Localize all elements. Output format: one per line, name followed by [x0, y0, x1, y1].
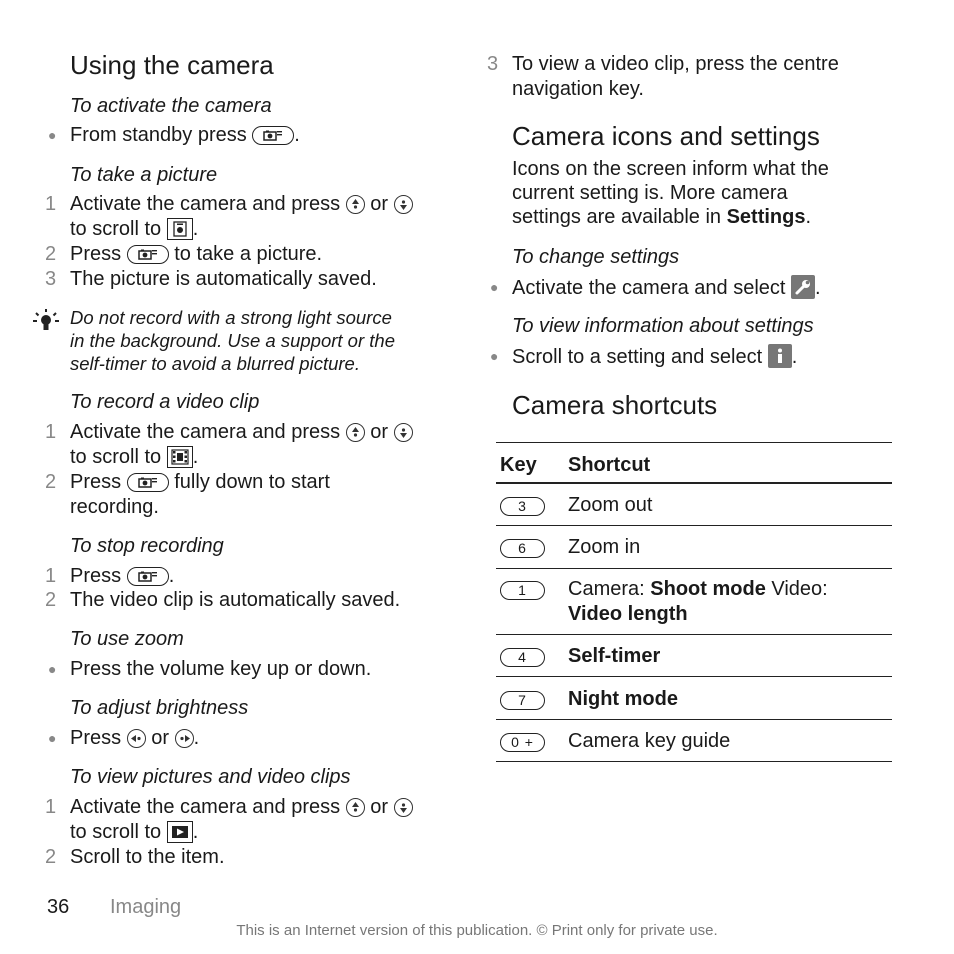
tip-lightbulb-icon	[32, 308, 62, 343]
bullet: ●	[48, 730, 57, 746]
nav-down-icon	[394, 423, 413, 442]
play-mode-icon	[167, 821, 193, 843]
nav-left-icon	[127, 729, 146, 748]
camera-key-icon	[127, 567, 169, 586]
stop-step-1: Press .	[70, 565, 175, 587]
subheading-stop-recording: To stop recording	[70, 535, 224, 557]
record-step-1b: to scroll to .	[70, 446, 199, 468]
key-3-icon: 3	[500, 497, 545, 516]
subheading-record-video: To record a video clip	[70, 391, 260, 413]
camera-mode-icon	[167, 218, 193, 240]
wrench-icon	[791, 275, 815, 299]
section-heading-using-camera: Using the camera	[70, 50, 274, 80]
section-heading-camera-shortcuts: Camera shortcuts	[512, 390, 718, 420]
activate-step: From standby press .	[70, 124, 300, 146]
record-step-1a: Activate the camera and press or	[70, 420, 413, 445]
table-top-rule	[496, 442, 892, 443]
subheading-view-information: To view information about settings	[512, 315, 814, 337]
tip-line-2: in the background. Use a support or the	[70, 330, 395, 351]
camera-key-icon	[127, 245, 169, 264]
table-row-rule	[496, 676, 892, 677]
section-heading-camera-icons: Camera icons and settings	[512, 121, 820, 151]
bullet: ●	[48, 661, 57, 677]
nav-up-icon	[346, 423, 365, 442]
step-number: 2	[45, 243, 57, 265]
step-number: 1	[45, 421, 57, 443]
tip-line-1: Do not record with a strong light source	[70, 307, 392, 328]
subheading-adjust-brightness: To adjust brightness	[70, 697, 249, 719]
table-header-key: Key	[500, 454, 537, 476]
take-step-3: The picture is automatically saved.	[70, 268, 377, 290]
nav-down-icon	[394, 798, 413, 817]
nav-right-icon	[175, 729, 194, 748]
internet-version-note: This is an Internet version of this publication. © Print only for private use.	[236, 922, 718, 939]
brightness-step: Press or .	[70, 727, 200, 749]
step-number: 1	[45, 565, 57, 587]
table-row: Night mode	[568, 688, 678, 710]
take-step-2: Press to take a picture.	[70, 243, 323, 265]
table-row-rule	[496, 634, 892, 635]
info-icon	[768, 344, 792, 368]
icons-paragraph-line-3: settings are available in Settings.	[512, 206, 812, 228]
record-step-2b: recording.	[70, 496, 159, 518]
subheading-take-picture: To take a picture	[70, 164, 218, 186]
table-row: Zoom in	[568, 536, 641, 558]
table-row: Camera key guide	[568, 730, 731, 752]
subheading-use-zoom: To use zoom	[70, 628, 184, 650]
take-step-1a: Activate the camera and press or	[70, 192, 413, 217]
key-1-icon: 1	[500, 581, 545, 600]
view-step-2: Scroll to the item.	[70, 846, 225, 868]
nav-up-icon	[346, 195, 365, 214]
icons-paragraph-line-2: current setting is. More camera	[512, 182, 788, 204]
video-mode-icon	[167, 446, 193, 468]
view-step-3-line-2: navigation key.	[512, 78, 644, 100]
view-step-1a: Activate the camera and press or	[70, 795, 413, 820]
table-header-rule	[496, 482, 892, 484]
zoom-step: Press the volume key up or down.	[70, 658, 372, 680]
bullet: ●	[490, 348, 499, 364]
table-row-rule	[496, 525, 892, 526]
section-name: Imaging	[110, 896, 182, 918]
step-number: 3	[487, 53, 499, 75]
view-step-1b: to scroll to .	[70, 821, 199, 843]
step-number: 1	[45, 796, 57, 818]
record-step-2a: Press fully down to start	[70, 471, 330, 493]
change-settings-step: Activate the camera and select .	[512, 277, 821, 299]
subheading-change-settings: To change settings	[512, 246, 680, 268]
camera-key-icon	[127, 473, 169, 492]
step-number: 2	[45, 471, 57, 493]
key-4-icon: 4	[500, 648, 545, 667]
subheading-view-pictures: To view pictures and video clips	[70, 766, 351, 788]
step-number: 1	[45, 193, 57, 215]
view-step-3-line-1: To view a video clip, press the centre	[512, 53, 839, 75]
stop-step-2: The video clip is automatically saved.	[70, 589, 401, 611]
table-row: Zoom out	[568, 494, 653, 516]
view-info-step: Scroll to a setting and select .	[512, 346, 798, 368]
key-0-plus-icon: 0 +	[500, 733, 545, 752]
step-number: 2	[45, 589, 57, 611]
step-number: 3	[45, 268, 57, 290]
nav-up-icon	[346, 798, 365, 817]
page-number: 36	[47, 896, 70, 918]
table-bottom-rule	[496, 761, 892, 762]
step-number: 2	[45, 846, 57, 868]
key-6-icon: 6	[500, 539, 545, 558]
table-row: Self-timer	[568, 645, 661, 667]
table-row: Camera: Shoot mode Video:	[568, 578, 828, 600]
bullet: ●	[48, 127, 57, 143]
subheading-activate-camera: To activate the camera	[70, 95, 272, 117]
take-step-1b: to scroll to .	[70, 218, 199, 240]
table-header-shortcut: Shortcut	[568, 454, 651, 476]
tip-line-3: self-timer to avoid a blurred picture.	[70, 353, 360, 374]
camera-key-icon	[252, 126, 294, 145]
icons-paragraph-line-1: Icons on the screen inform what the	[512, 158, 829, 180]
table-row-rule	[496, 568, 892, 569]
table-row-continued: Video length	[568, 603, 688, 625]
nav-down-icon	[394, 195, 413, 214]
table-row-rule	[496, 719, 892, 720]
key-7-icon: 7	[500, 691, 545, 710]
bullet: ●	[490, 279, 499, 295]
